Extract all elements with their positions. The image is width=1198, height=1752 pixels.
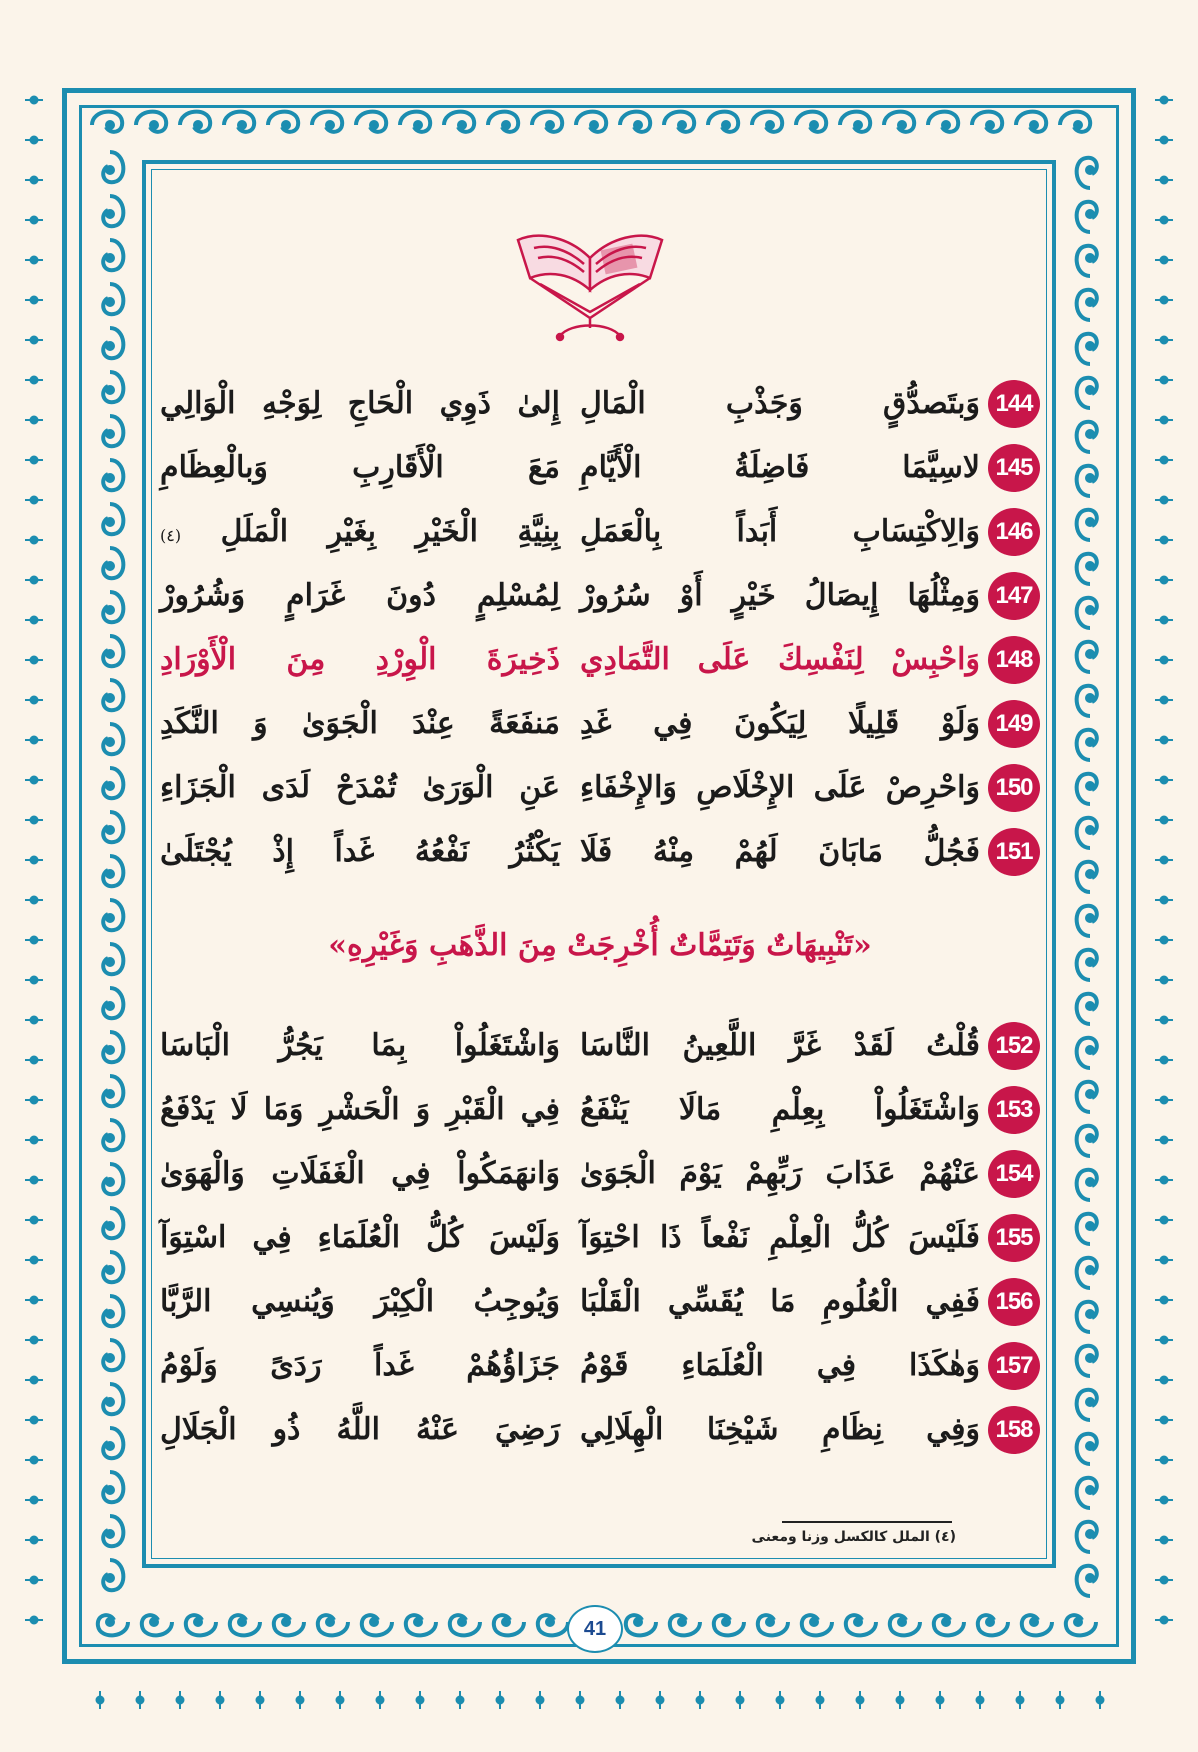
- verse-number-badge: 146: [988, 508, 1040, 556]
- verse-first-hemistich: فَفِي الْعُلُومِ مَا يُقَسِّي الْقَلْبَا: [580, 1284, 980, 1319]
- verse-number-badge: 150: [988, 764, 1040, 812]
- verse-line: [160, 440, 1040, 496]
- verse-second-hemistich: [160, 632, 560, 688]
- verse-second-hemistich: [160, 1402, 560, 1458]
- verse-first-hemistich: فَجُلُّ مَابَانَ لَهُمْ مِنْهُ فَلَا: [580, 834, 980, 869]
- verse-number-badge: 148: [988, 636, 1040, 684]
- quran-stand-icon: [510, 218, 670, 342]
- verse-line: [160, 1082, 1040, 1138]
- verse-second-hemistich-text: عَنِ الْوَرَىٰ تُمْدَحْ لَدَى الْجَزَاءِ: [160, 770, 560, 805]
- verse-line: [160, 1338, 1040, 1394]
- verse-number-badge: 144: [988, 380, 1040, 428]
- verse-number-badge: 155: [988, 1214, 1040, 1262]
- verse-first-hemistich: وَاشْتَغَلُواْ بِعِلْمِ مَالَا يَنْفَعُ: [580, 1092, 980, 1127]
- verse-second-hemistich-text: بِنِيَّةِ الْخَيْرِ بِغَيْرِ الْمَلَلِ: [220, 514, 561, 549]
- verse-line: [160, 1402, 1040, 1458]
- verse-second-hemistich: [160, 1146, 560, 1202]
- verse-second-hemistich: [160, 504, 560, 560]
- verse-number-badge: 149: [988, 700, 1040, 748]
- verse-second-hemistich-text: فِي الْقَبْرِ وَ الْحَشْرِ وَمَا لَا يَدْفَعُ: [160, 1092, 560, 1127]
- verse-number-badge: 145: [988, 444, 1040, 492]
- verse-first-hemistich: وَبتَصدُّقٍ وَجَذْبِ الْمَالِ: [580, 386, 980, 421]
- verse-second-hemistich: [160, 696, 560, 752]
- verse-second-hemistich-text: رَضِيَ عَنْهُ اللَّهُ ذُو الْجَلَالِ: [160, 1412, 560, 1447]
- verse-line: [160, 824, 1040, 880]
- footnote: (٤) الملل كالكسل وزنا ومعنى: [751, 1529, 956, 1545]
- verse-second-hemistich-text: لِمُسْلِمٍ دُونَ غَرَامٍ وَشُرُورْ: [160, 578, 560, 613]
- verse-first-hemistich: لاسِيَّمَا فَاضِلَةُ الْأَيَّامِ: [580, 450, 980, 485]
- verse-line: [160, 1018, 1040, 1074]
- verse-second-hemistich: [160, 1018, 560, 1074]
- verse-first-hemistich: فَلَيْسَ كُلُّ الْعِلْمِ نَفْعاً ذَا احْتِوَآ: [580, 1220, 980, 1255]
- page-number-badge: 41: [567, 1605, 623, 1653]
- verse-number-badge: 147: [988, 572, 1040, 620]
- verse-number-badge: 157: [988, 1342, 1040, 1390]
- verse-second-hemistich-text: إِلىٰ ذَوِي الْحَاجِ لِوَجْهِ الْوَالِي: [160, 386, 560, 421]
- verse-second-hemistich: [160, 824, 560, 880]
- verse-second-hemistich-text: وَلَيْسَ كُلُّ الْعُلَمَاءِ فِي اسْتِوَآ: [160, 1220, 560, 1255]
- verse-line: [160, 376, 1040, 432]
- verse-number-badge: 151: [988, 828, 1040, 876]
- verse-second-hemistich-text: يَكْثُرُ نَفْعُهُ غَداً إِذْ يُجْتَلَىٰ: [160, 834, 560, 869]
- verse-line: [160, 632, 1040, 688]
- verse-first-hemistich: وَاحْرِصْ عَلَى الإِخْلَاصِ وَالإِخْفَاءِ: [580, 770, 980, 805]
- verse-line: [160, 1210, 1040, 1266]
- verse-first-hemistich: وَفِي نِظَامِ شَيْخِنَا الْهِلَالِي: [580, 1412, 980, 1447]
- verse-second-hemistich-text: ذَخِيرَةَ الْوِرْدِ مِنَ الْأَوْرَادِ: [160, 642, 560, 677]
- verse-line: [160, 568, 1040, 624]
- verse-line: [160, 696, 1040, 752]
- verse-line: [160, 760, 1040, 816]
- verse-first-hemistich: وَلَوْ قَلِيلًا لِيَكُونَ فِي غَدِ: [580, 706, 980, 741]
- verse-second-hemistich: [160, 1338, 560, 1394]
- verse-second-hemistich: [160, 1274, 560, 1330]
- section-title: «تَنْبِيهَاتٌ وَتَتِمَّاتٌ أُخْرِجَتْ مِنَ الذَّهَبِ وَغَيْرِهِ»: [328, 928, 872, 963]
- verse-second-hemistich-text: وَيُوجِبُ الْكِبْرَ وَيُنسِي الرَّبَّا: [160, 1284, 560, 1319]
- verse-second-hemistich: [160, 1210, 560, 1266]
- verse-second-hemistich-text: جَزَاؤُهُمْ غَداً رَدَىً وَلَوْمُ: [160, 1348, 560, 1383]
- verse-first-hemistich: وَاحْبِسْ لِنَفْسِكَ عَلَى التَّمَادِي: [580, 642, 980, 677]
- verse-second-hemistich: [160, 760, 560, 816]
- verse-first-hemistich: وَالِاكْتِسَابِ أَبَداً بِالْعَمَلِ: [580, 514, 980, 549]
- verse-first-hemistich: عَنْهُمْ عَذَابَ رَبِّهِمْ يَوْمَ الْجَوَىٰ: [580, 1156, 980, 1191]
- verse-second-hemistich: [160, 376, 560, 432]
- verse-second-hemistich: [160, 568, 560, 624]
- verse-first-hemistich: قُلْتُ لَقَدْ غَرَّ اللَّعِينُ النَّاسَا: [580, 1028, 980, 1063]
- verse-first-hemistich: وَهٰكَذَا فِي الْعُلَمَاءِ قَوْمُ: [580, 1348, 980, 1383]
- verse-line: [160, 1146, 1040, 1202]
- footnote-reference: (٤): [160, 526, 182, 545]
- verse-second-hemistich: [160, 440, 560, 496]
- verse-second-hemistich-text: مَعَ الْأَقَارِبِ وَبالْعِظَامِ: [160, 450, 560, 485]
- verse-number-badge: 153: [988, 1086, 1040, 1134]
- verse-second-hemistich-text: وَاشْتَغَلُواْ بِمَا يَجُرُّ الْبَاسَا: [160, 1028, 560, 1063]
- verse-number-badge: 152: [988, 1022, 1040, 1070]
- verse-line: [160, 1274, 1040, 1330]
- verse-second-hemistich-text: مَنفَعَةً عِنْدَ الْجَوَىٰ وَ النَّكَدِ: [160, 706, 560, 741]
- verse-line: [160, 504, 1040, 560]
- verse-second-hemistich-text: وَانهَمَكُواْ فِي الْغَفَلَاتِ وَالْهَوَىٰ: [160, 1156, 560, 1191]
- verse-number-badge: 158: [988, 1406, 1040, 1454]
- footnote-divider: [782, 1521, 952, 1523]
- verse-number-badge: 154: [988, 1150, 1040, 1198]
- verse-first-hemistich: وَمِثْلُهَا إِيصَالُ خَيْرٍ أَوْ سُرُورْ: [580, 578, 980, 613]
- verse-number-badge: 156: [988, 1278, 1040, 1326]
- verse-second-hemistich: [160, 1082, 560, 1138]
